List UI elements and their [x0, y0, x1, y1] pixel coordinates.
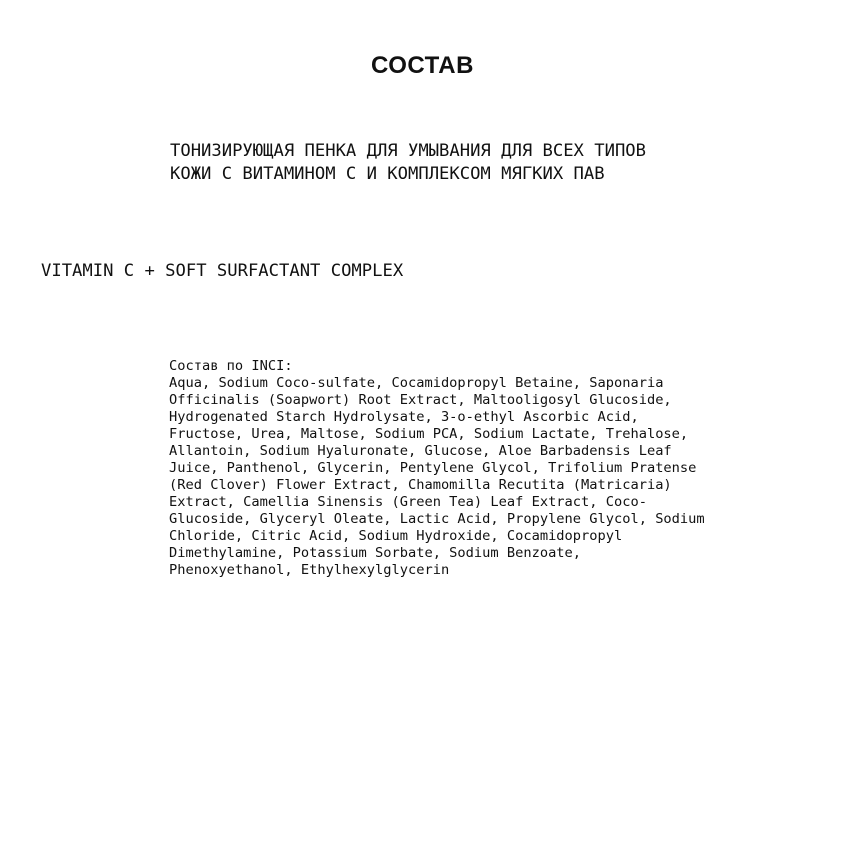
complex-name: VITAMIN C + SOFT SURFACTANT COMPLEX [41, 261, 404, 281]
inci-line: Extract, Camellia Sinensis (Green Tea) Leaf Extract, Coco- [169, 494, 647, 510]
inci-ingredients [169, 358, 809, 579]
inci-heading: Состав по INCI: [169, 358, 293, 374]
inci-line: Fructose, Urea, Maltose, Sodium PCA, Sodium Lactate, Trehalose, [169, 426, 689, 442]
inci-line: Chloride, Citric Acid, Sodium Hydroxide, Cocamidopropyl [169, 528, 623, 544]
inci-line: Dimethylamine, Potassium Sorbate, Sodium Benzoate, [169, 545, 582, 561]
inci-line: Officinalis (Soapwort) Root Extract, Maltooligosyl Glucoside, [169, 392, 672, 408]
page-title: СОСТАВ [371, 52, 474, 79]
inci-line: Juice, Panthenol, Glycerin, Pentylene Glycol, Trifolium Pratense [169, 460, 697, 476]
inci-line: Allantoin, Sodium Hyaluronate, Glucose, Aloe Barbadensis Leaf [169, 443, 672, 459]
inci-line: Phenoxyethanol, Ethylhexylglycerin [169, 562, 450, 578]
inci-line: Aqua, Sodium Coco-sulfate, Cocamidopropyl Betaine, Saponaria [169, 375, 664, 391]
product-description-line: КОЖИ С ВИТАМИНОМ С И КОМПЛЕКСОМ МЯГКИХ ПАВ [170, 164, 605, 184]
product-description [170, 140, 810, 186]
inci-line: (Red Clover) Flower Extract, Chamomilla Recutita (Matricaria) [169, 477, 672, 493]
inci-line: Hydrogenated Starch Hydrolysate, 3-o-ethyl Ascorbic Acid, [169, 409, 639, 425]
inci-line: Glucoside, Glyceryl Oleate, Lactic Acid, Propylene Glycol, Sodium [169, 511, 705, 527]
product-description-line: ТОНИЗИРУЮЩАЯ ПЕНКА ДЛЯ УМЫВАНИЯ ДЛЯ ВСЕХ ТИПОВ [170, 141, 646, 161]
